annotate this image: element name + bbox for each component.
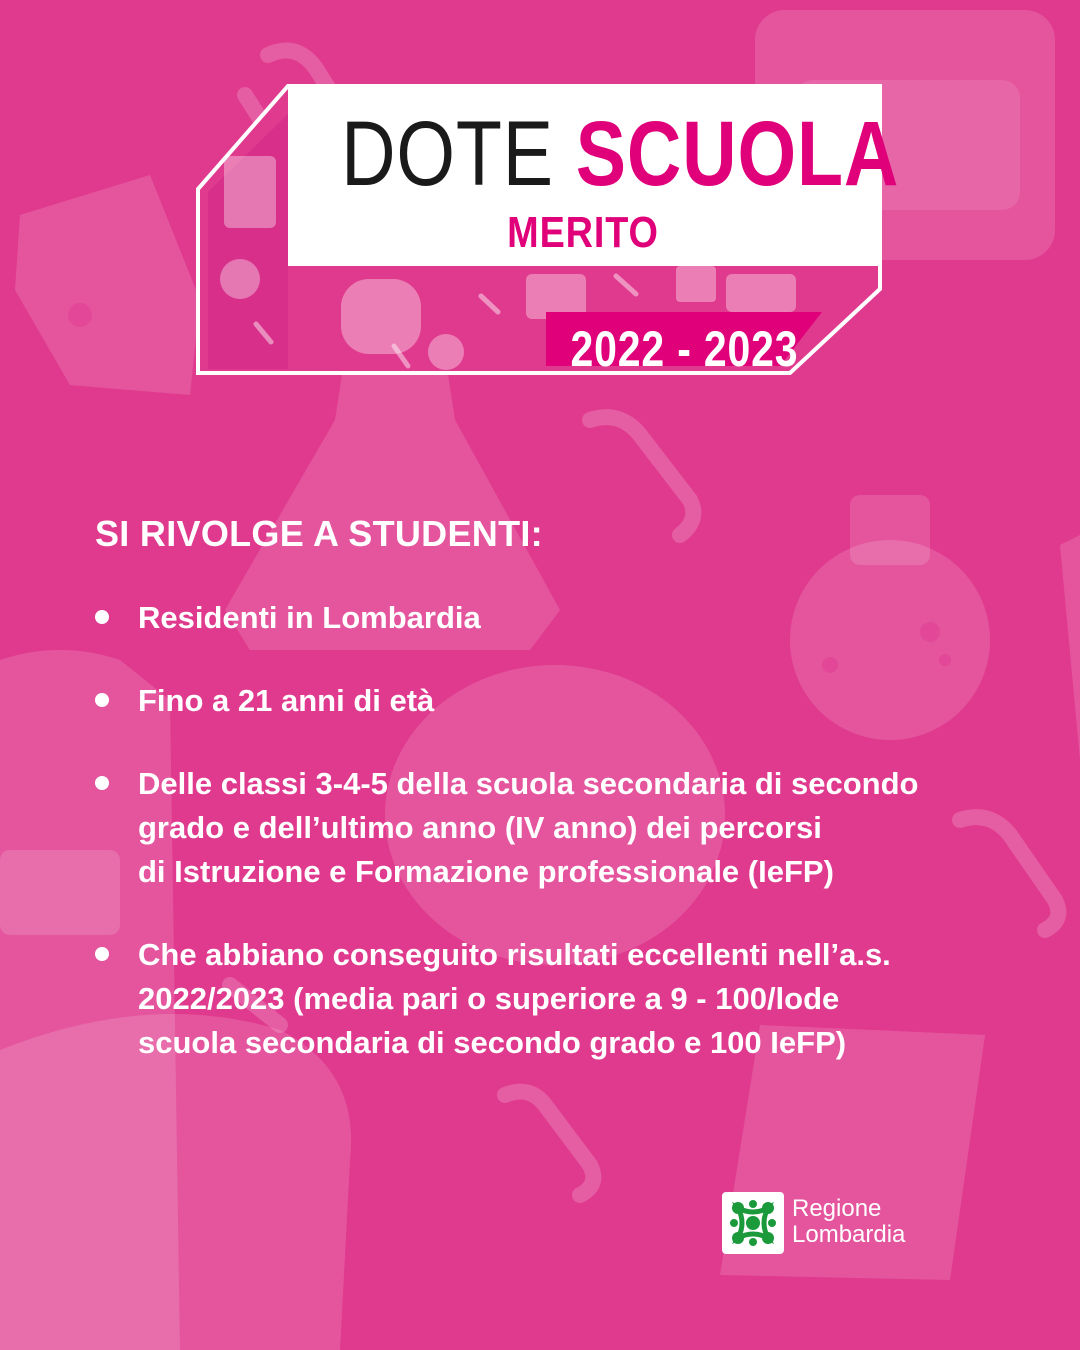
list-item [95,679,1055,723]
audience-heading: SI RIVOLGE A STUDENTI: [95,513,543,554]
logo-text: Regione Lombardia [792,1195,906,1248]
dote-scuola-badge [196,84,900,377]
badge-subtitle: MERITO [507,208,659,257]
list-item-text: Che abbiano conseguito risultati eccellenti nell’a.s. 2022/2023 (media pari o superiore a 9 - 100/lode scuola secondaria di secondo grado e 100 IeFP) [138,937,891,1060]
bullet-icon [95,947,109,961]
list-item [95,933,1055,1065]
school-year: 2022 - 2023 [570,321,799,377]
bullet-icon [95,693,109,707]
list-item-text: Fino a 21 anni di età [138,683,435,718]
badge-title [341,103,900,205]
list-item [95,762,1055,894]
list-item-text: Delle classi 3-4-5 della scuola secondaria di secondo grado e dell’ultimo anno (IV anno) dei percorsi di Istruzione e Formazione professionale (IeFP) [138,766,919,889]
eligibility-list [95,596,1055,1104]
title-scuola: SCUOLA [575,103,900,205]
rosa-camuna-icon [722,1192,784,1254]
list-item [95,596,1055,640]
bullet-icon [95,776,109,790]
title-box [288,86,900,266]
bullet-icon [95,610,109,624]
title-dote: DOTE [341,103,554,205]
list-item-text: Residenti in Lombardia [138,600,481,635]
